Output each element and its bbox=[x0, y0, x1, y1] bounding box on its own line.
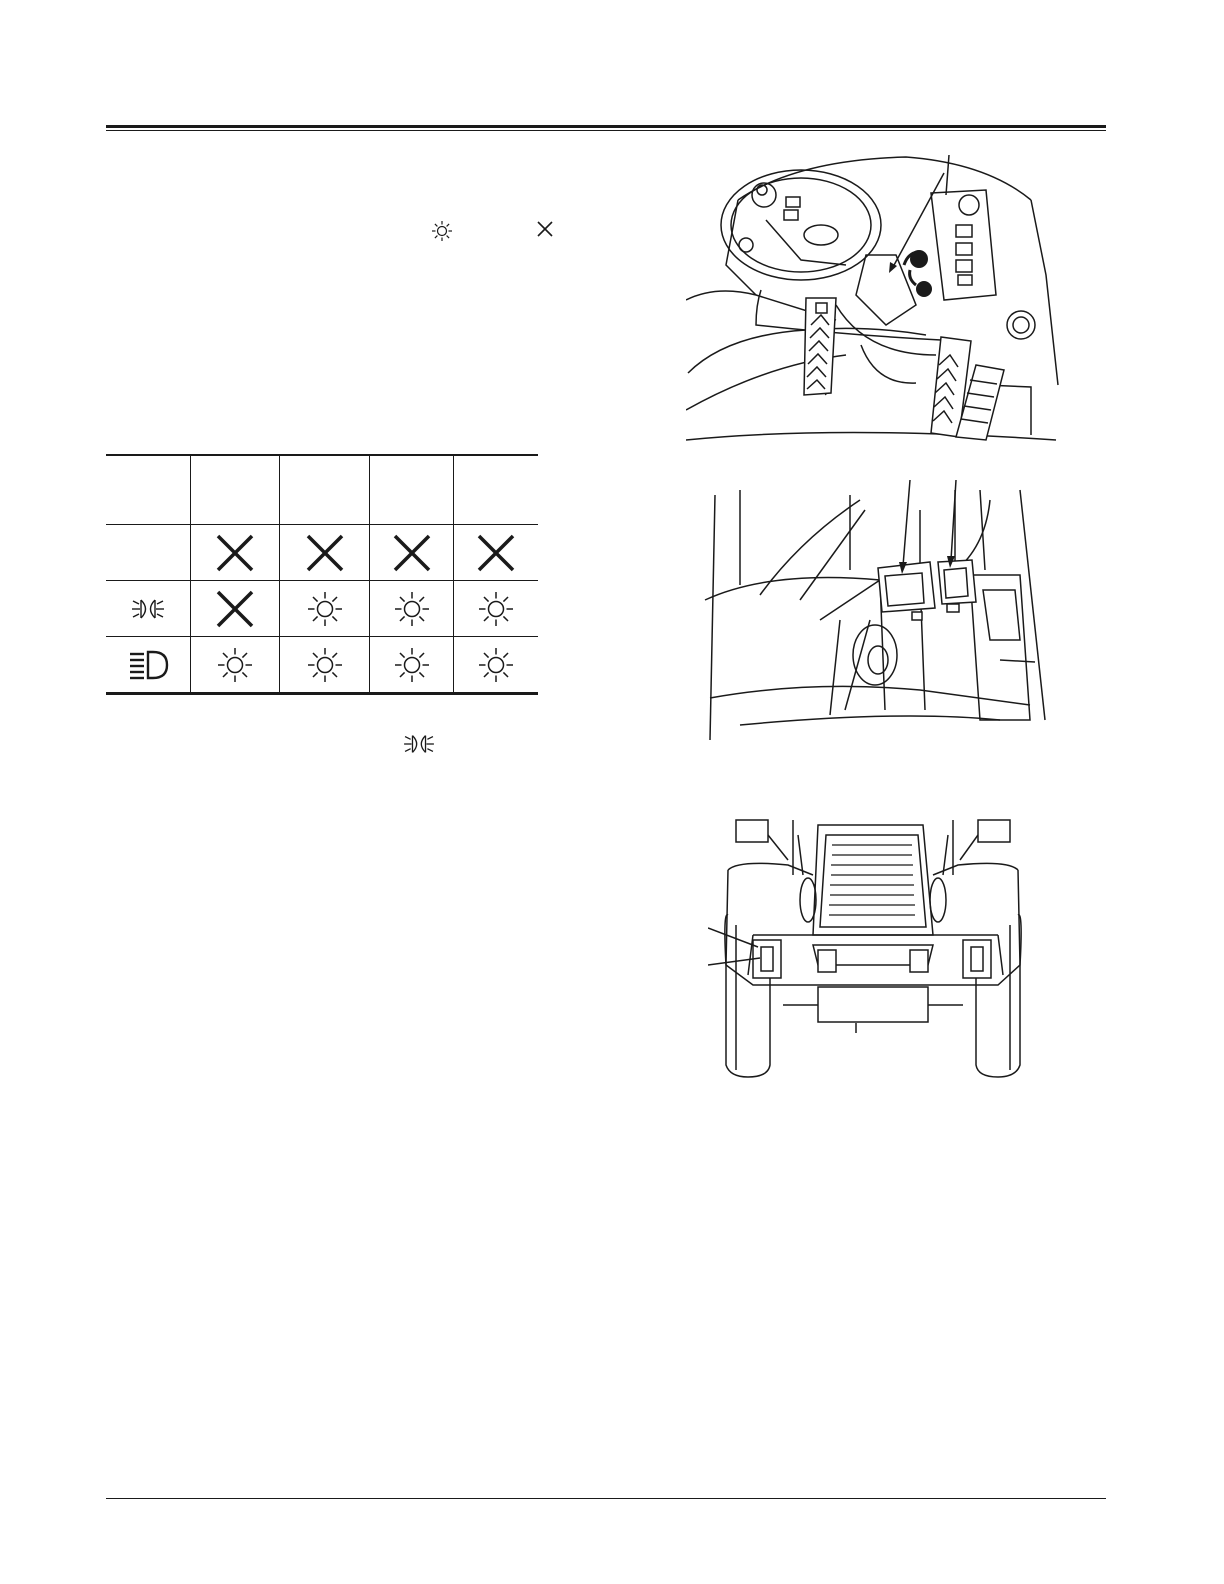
status-cell bbox=[454, 581, 538, 637]
column-header bbox=[190, 455, 280, 525]
lamp-off-icon bbox=[215, 589, 255, 629]
sun-icon bbox=[431, 220, 453, 242]
header-rule-thin bbox=[106, 130, 1106, 131]
status-cell bbox=[454, 525, 538, 581]
table-row bbox=[106, 637, 538, 694]
status-cell bbox=[280, 525, 370, 581]
lamp-off-icon bbox=[215, 533, 255, 573]
row-label bbox=[106, 581, 190, 637]
column-header bbox=[106, 455, 190, 525]
table-row bbox=[106, 581, 538, 637]
headlight-high-beam-icon bbox=[122, 647, 174, 683]
rear-view-illustration bbox=[708, 815, 1038, 1085]
lamp-off-icon bbox=[392, 533, 432, 573]
status-cell bbox=[369, 525, 454, 581]
lamp-on-icon bbox=[305, 645, 345, 685]
status-cell bbox=[190, 637, 280, 694]
column-header bbox=[454, 455, 538, 525]
table-header-row bbox=[106, 455, 538, 525]
lamp-on-icon bbox=[392, 589, 432, 629]
row-label bbox=[106, 525, 190, 581]
clearance-lamp-icon bbox=[119, 594, 177, 624]
clearance-lamp-icon bbox=[392, 729, 446, 759]
table-row bbox=[106, 525, 538, 581]
lamp-on-icon bbox=[305, 589, 345, 629]
status-cell bbox=[190, 525, 280, 581]
status-cell bbox=[369, 581, 454, 637]
lamp-status-table bbox=[106, 454, 538, 695]
footer-rule bbox=[106, 1498, 1106, 1499]
column-header bbox=[369, 455, 454, 525]
lamp-off-icon bbox=[476, 533, 516, 573]
column-header bbox=[280, 455, 370, 525]
lamp-on-icon bbox=[392, 645, 432, 685]
front-work-lights-illustration bbox=[700, 480, 1050, 745]
status-cell bbox=[280, 637, 370, 694]
cab-dashboard-illustration bbox=[686, 155, 1066, 445]
x-icon bbox=[537, 221, 553, 237]
status-cell bbox=[369, 637, 454, 694]
status-cell bbox=[190, 581, 280, 637]
lamp-off-icon bbox=[305, 533, 345, 573]
header-rule bbox=[106, 125, 1106, 128]
lamp-on-icon bbox=[476, 645, 516, 685]
row-label bbox=[106, 637, 190, 694]
lamp-on-icon bbox=[476, 589, 516, 629]
status-cell bbox=[280, 581, 370, 637]
status-cell bbox=[454, 637, 538, 694]
lamp-on-icon bbox=[215, 645, 255, 685]
